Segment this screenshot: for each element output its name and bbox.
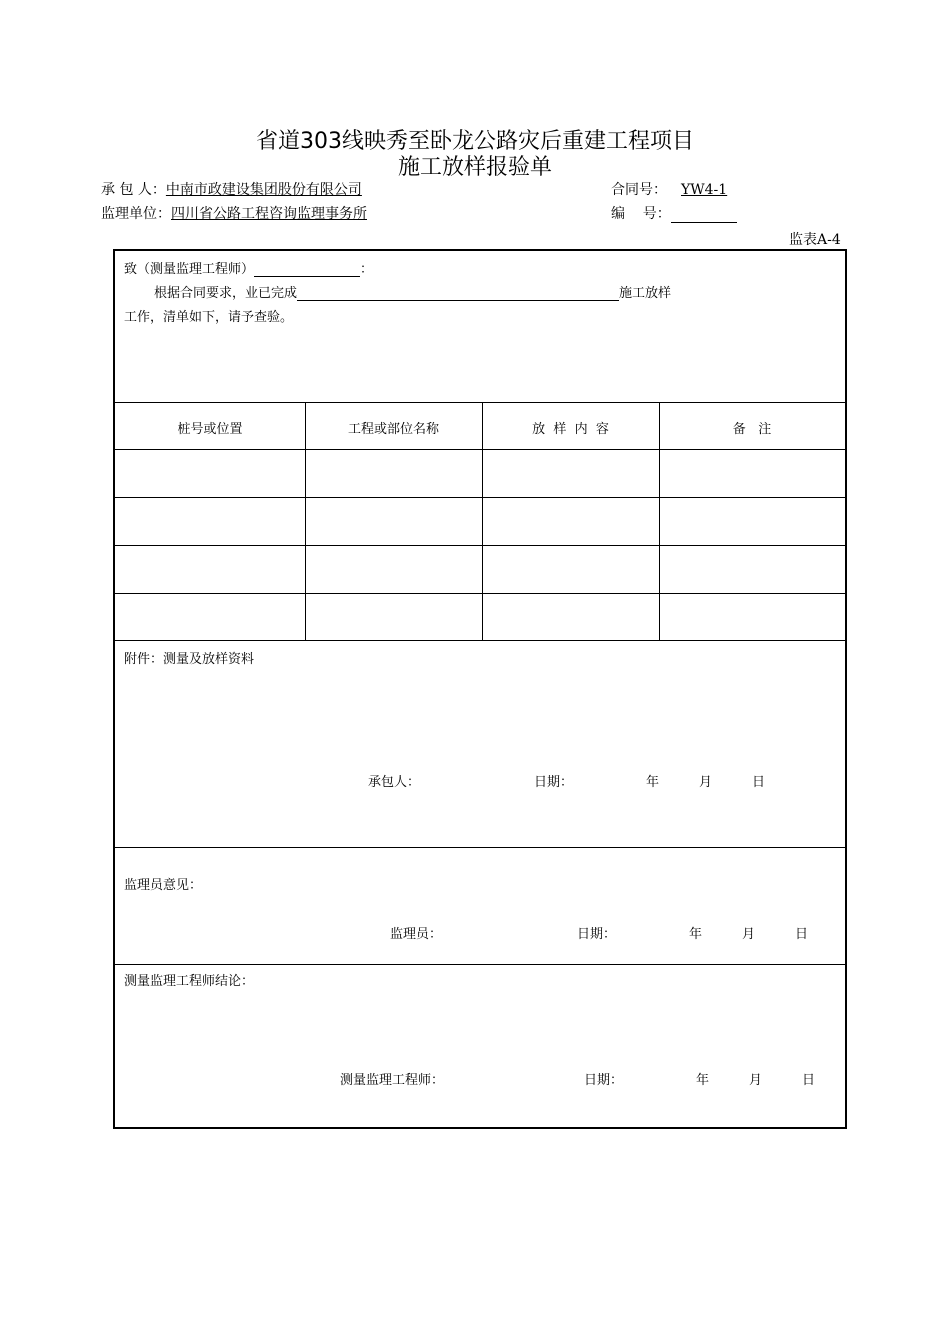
addressee-blank	[254, 262, 360, 277]
table-row-line	[115, 545, 845, 546]
engineer-signature-label: 测量监理工程师：	[340, 1073, 445, 1088]
request-body-line2: 工作，清单如下，请予查验。	[124, 310, 294, 325]
header-layout-content: 放 样 内 容	[532, 422, 609, 437]
header-location: 桩号或位置	[177, 422, 243, 437]
attachment-label: 附件：测量及放样资料	[124, 652, 255, 667]
engineer-day: 日	[802, 1073, 816, 1088]
inspector-opinion-label: 监理员意见：	[124, 878, 203, 893]
contract-no-row	[611, 179, 735, 199]
request-body-suffix: 施工放样	[619, 286, 672, 301]
contractor-label: 承 包 人：	[101, 182, 166, 198]
contractor-year: 年	[646, 775, 660, 790]
contract-no-value: YW4-1	[681, 182, 728, 198]
table-row-line	[115, 497, 845, 498]
inspector-year: 年	[689, 927, 703, 942]
engineer-year: 年	[696, 1073, 710, 1088]
contractor-day: 日	[752, 775, 766, 790]
serial-no-label: 编 号：	[611, 206, 671, 222]
serial-no-row	[611, 203, 737, 223]
section-divider	[115, 847, 845, 848]
table-top-line	[115, 402, 845, 403]
addressee-label: 致（测量监理工程师）	[124, 262, 255, 277]
inspector-signature-label: 监理员：	[390, 927, 443, 942]
contractor-month: 月	[699, 775, 713, 790]
supervisor-value: 四川省公路工程咨询监理事务所	[171, 206, 367, 222]
contract-no-label: 合同号：	[611, 182, 667, 198]
contractor-date-label: 日期：	[534, 775, 574, 790]
table-row-line	[115, 593, 845, 594]
addressee-line: 致（测量监理工程师） ：	[124, 262, 374, 277]
supervisor-row	[101, 203, 367, 223]
completed-work-blank	[297, 286, 619, 301]
contractor-row	[101, 179, 362, 199]
request-body-line	[154, 282, 671, 301]
request-body-prefix: 根据合同要求，业已完成	[154, 286, 298, 301]
engineer-month: 月	[749, 1073, 763, 1088]
contractor-value: 中南市政建设集团股份有限公司	[165, 182, 362, 198]
section-divider	[115, 964, 845, 965]
table-header-bottom	[115, 449, 845, 450]
header-remarks: 备 注	[732, 422, 772, 437]
engineer-date-label: 日期：	[584, 1073, 624, 1088]
supervisor-label: 监理单位：	[101, 206, 171, 222]
engineer-conclusion-label: 测量监理工程师结论：	[124, 974, 255, 989]
inspector-date-label: 日期：	[577, 927, 617, 942]
contractor-signature-label: 承包人：	[368, 775, 421, 790]
form-code: 监表A-4	[789, 232, 841, 248]
header-work-part: 工程或部位名称	[347, 422, 439, 437]
serial-no-blank	[671, 208, 737, 223]
table-col-divider	[482, 402, 483, 640]
table-bottom-line	[115, 640, 845, 641]
document-title: 省道303线映秀至卧龙公路灾后重建工程项目	[256, 129, 694, 154]
document-subtitle: 施工放样报验单	[397, 155, 552, 180]
form-box	[113, 249, 847, 1129]
table-col-divider	[659, 402, 660, 640]
table-col-divider	[305, 402, 306, 640]
inspector-month: 月	[742, 927, 756, 942]
inspector-day: 日	[795, 927, 809, 942]
